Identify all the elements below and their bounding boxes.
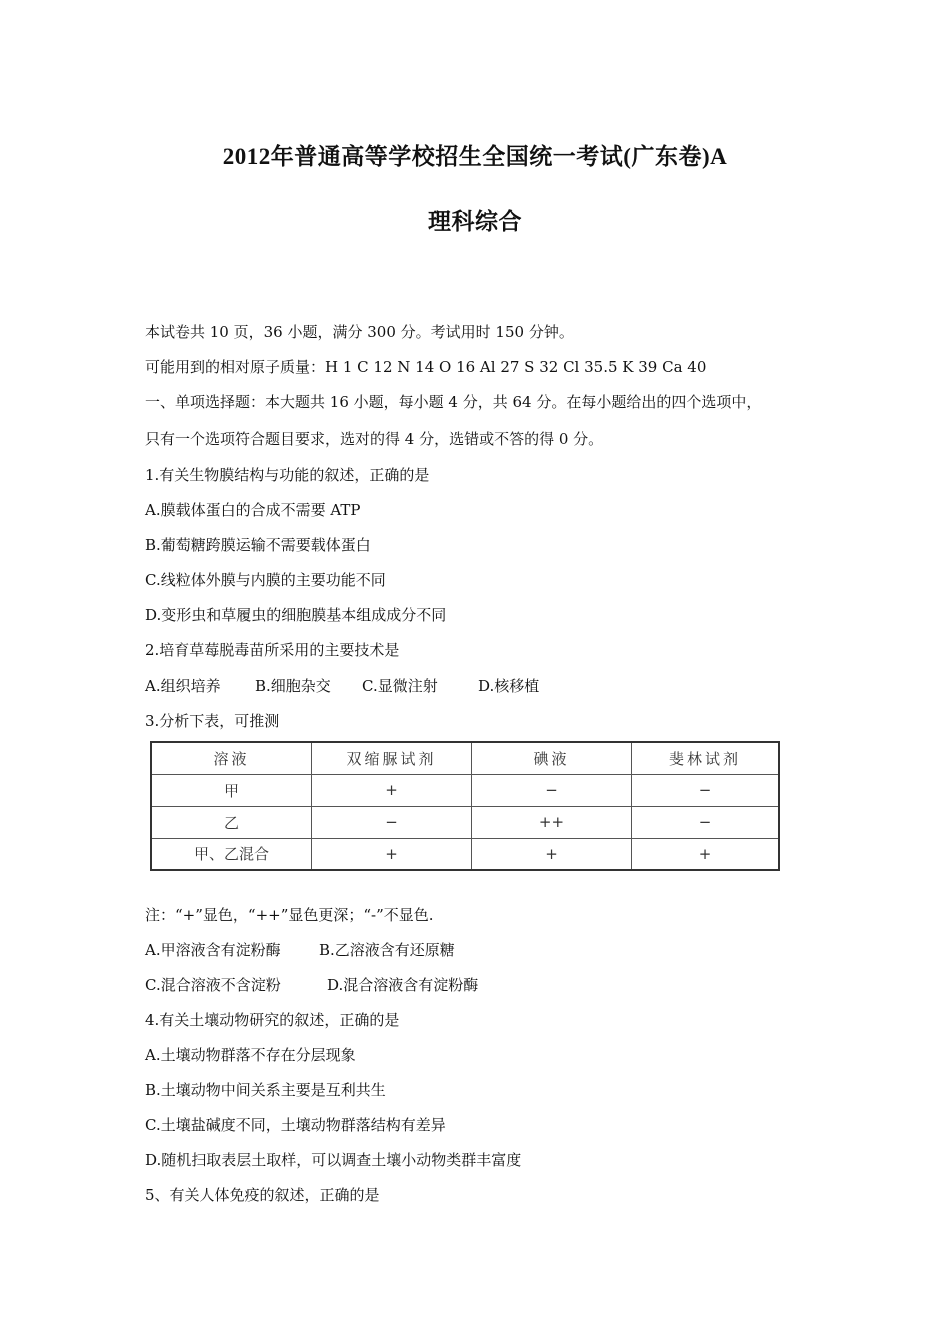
results-table [150,741,780,871]
question-1-stem: 1.有关生物膜结构与功能的叙述，正确的是 [145,466,430,484]
table-cell: + [472,838,632,870]
table-cell: 甲、乙混合 [151,838,312,870]
question-1-option-a: A.膜载体蛋白的合成不需要 ATP [145,501,361,519]
table-cell: − [632,774,780,806]
table-header-cell: 溶液 [151,742,312,774]
question-2-option-d: D.核移植 [478,677,540,695]
table-header-cell: 碘液 [472,742,632,774]
atomic-mass-line: 可能用到的相对原子质量：H 1 C 12 N 14 O 16 Al 27 S 32 Cl 35.5 K 39 Ca 40 [145,358,707,376]
table-header-cell: 双缩脲试剂 [312,742,472,774]
intro-line: 本试卷共 10 页，36 小题，满分 300 分。考试用时 150 分钟。 [145,323,574,341]
question-4-stem: 4.有关土壤动物研究的叙述，正确的是 [145,1011,400,1029]
table-row [151,806,779,838]
table-cell: + [312,774,472,806]
section-instructions: 一、单项选择题：本大题共 16 小题，每小题 4 分，共 64 分。在每小题给出的四个选项中， [145,393,762,411]
question-2-stem: 2.培育草莓脱毒苗所采用的主要技术是 [145,641,400,659]
table-header-row [151,742,779,774]
table-header-cell: 斐林试剂 [632,742,780,774]
question-2-option-c: C.显微注射 [362,677,438,695]
question-1-option-b: B.葡萄糖跨膜运输不需要载体蛋白 [145,536,371,554]
question-5-stem: 5、有关人体免疫的叙述，正确的是 [145,1186,380,1204]
table-cell: 甲 [151,774,312,806]
table-cell: − [472,774,632,806]
question-3-option-b: B.乙溶液含有还原糖 [319,941,455,959]
table-cell: + [632,838,780,870]
question-1-option-c: C.线粒体外膜与内膜的主要功能不同 [145,571,386,589]
table-row [151,838,779,870]
question-3-option-c: C.混合溶液不含淀粉 [145,976,281,994]
question-3-option-a: A.甲溶液含有淀粉酶 [145,941,281,959]
question-3-option-d: D.混合溶液含有淀粉酶 [327,976,479,994]
question-4-option-b: B.土壤动物中间关系主要是互利共生 [145,1081,386,1099]
question-2-options [145,676,539,696]
table-cell: ++ [472,806,632,838]
exam-title: 2012年普通高等学校招生全国统一考试(广东卷)A [222,144,728,169]
question-1-option-d: D.变形虫和草履虫的细胞膜基本组成成分不同 [145,606,447,624]
table-cell: − [312,806,472,838]
question-3-options-cd [145,975,478,995]
table-cell: 乙 [151,806,312,838]
reagent-result-table [150,741,780,871]
question-3-stem: 3.分析下表，可推测 [145,712,280,730]
question-2-option-b: B.细胞杂交 [255,677,331,695]
table-row [151,774,779,806]
table-cell: + [312,838,472,870]
table-cell: − [632,806,780,838]
question-2-option-a: A.组织培养 [145,677,221,695]
question-4-option-a: A.土壤动物群落不存在分层现象 [145,1046,356,1064]
exam-subtitle: 理科综合 [428,209,522,234]
question-4-option-c: C.土壤盐碱度不同，土壤动物群落结构有差异 [145,1116,446,1134]
question-3-options-ab [145,940,455,960]
section-instructions-cont: 只有一个选项符合题目要求，选对的得 4 分，选错或不答的得 0 分。 [145,430,604,448]
question-4-option-d: D.随机扫取表层土取样，可以调查土壤小动物类群丰富度 [145,1151,522,1169]
table-note: 注：“+”显色，“++”显色更深；“-”不显色. [145,906,434,924]
